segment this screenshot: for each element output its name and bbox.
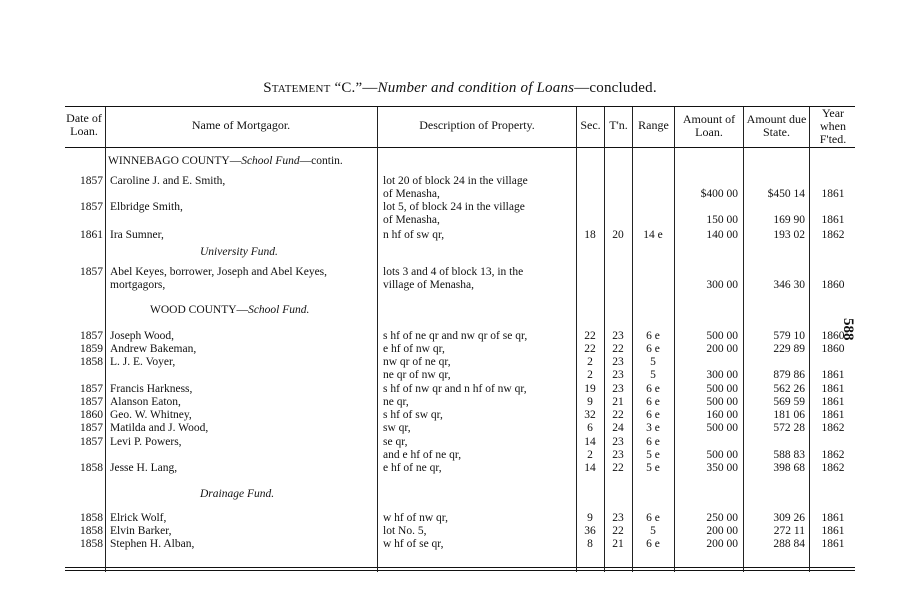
cell-date: 1857 bbox=[80, 330, 103, 342]
table-row bbox=[65, 266, 855, 279]
cell-date: 1857 bbox=[80, 175, 103, 187]
cell-amount: 300 00 bbox=[706, 369, 738, 381]
table-row bbox=[65, 356, 855, 369]
cell-name: Stephen H. Alban, bbox=[110, 538, 195, 550]
cell-due: 588 83 bbox=[773, 449, 805, 461]
cell-name: Ira Sumner, bbox=[110, 229, 164, 241]
cell-year: 1861 bbox=[821, 538, 845, 550]
table-row bbox=[65, 188, 855, 201]
header-range: Range bbox=[638, 118, 669, 132]
cell-desc: lot No. 5, bbox=[383, 525, 427, 537]
table-row bbox=[65, 462, 855, 475]
table-row bbox=[65, 214, 855, 227]
cell-name: Andrew Bakeman, bbox=[110, 343, 197, 355]
cell-year: 1861 bbox=[821, 383, 845, 395]
cell-year: 1861 bbox=[821, 369, 845, 381]
cell-tn: 23 bbox=[612, 449, 624, 461]
cell-sec: 32 bbox=[584, 409, 596, 421]
title-quote: “C.”— bbox=[334, 80, 378, 96]
cell-due: 193 02 bbox=[773, 229, 805, 241]
cell-range: 5 e bbox=[646, 462, 660, 474]
cell-range: 5 bbox=[650, 369, 656, 381]
cell-name: mortgagors, bbox=[110, 279, 166, 291]
cell-desc: ne qr of nw qr, bbox=[383, 369, 451, 381]
cell-due: 569 59 bbox=[773, 396, 805, 408]
cell-sec: 9 bbox=[587, 396, 593, 408]
cell-year: 1862 bbox=[821, 229, 845, 241]
cell-name: L. J. E. Voyer, bbox=[110, 356, 176, 368]
cell-name: Elrick Wolf, bbox=[110, 512, 167, 524]
table-row bbox=[65, 538, 855, 551]
header-due: Amount due State. bbox=[746, 112, 807, 139]
cell-desc: s hf of sw qr, bbox=[383, 409, 443, 421]
cell-sec: 22 bbox=[584, 330, 596, 342]
page-number: 588 bbox=[840, 318, 856, 341]
cell-name: Elbridge Smith, bbox=[110, 201, 183, 213]
cell-due: 288 84 bbox=[773, 538, 805, 550]
cell-range: 6 e bbox=[646, 343, 660, 355]
cell-range: 6 e bbox=[646, 330, 660, 342]
cell-sec: 36 bbox=[584, 525, 596, 537]
cell-sec: 8 bbox=[587, 538, 593, 550]
cell-amount: $400 00 bbox=[700, 188, 738, 200]
title-suffix: —concluded. bbox=[574, 80, 657, 96]
cell-tn: 22 bbox=[612, 343, 624, 355]
table-row bbox=[65, 175, 855, 188]
cell-tn: 22 bbox=[612, 525, 624, 537]
cell-due: 346 30 bbox=[773, 279, 805, 291]
cell-amount: 160 00 bbox=[706, 409, 738, 421]
cell-date: 1859 bbox=[80, 343, 103, 355]
cell-tn: 23 bbox=[612, 383, 624, 395]
header-amount: Amount of Loan. bbox=[682, 112, 736, 139]
cell-range: 6 e bbox=[646, 538, 660, 550]
page-title bbox=[0, 80, 920, 97]
cell-range: 5 bbox=[650, 356, 656, 368]
section-university: University Fund. bbox=[200, 246, 278, 258]
cell-desc: lot 5, of block 24 in the village bbox=[383, 201, 525, 213]
cell-desc: and e hf of ne qr, bbox=[383, 449, 462, 461]
header-year: Year when F'ted. bbox=[819, 106, 847, 146]
cell-year: 1861 bbox=[821, 512, 845, 524]
table-row bbox=[65, 383, 855, 396]
table-row bbox=[65, 330, 855, 343]
cell-due: $450 14 bbox=[767, 188, 805, 200]
cell-desc: of Menasha, bbox=[383, 214, 440, 226]
cell-desc: sw qr, bbox=[383, 422, 411, 434]
table-row bbox=[65, 422, 855, 435]
cell-date: 1858 bbox=[80, 538, 103, 550]
cell-date: 1857 bbox=[80, 422, 103, 434]
cell-tn: 23 bbox=[612, 330, 624, 342]
table-row bbox=[65, 409, 855, 422]
cell-due: 572 28 bbox=[773, 422, 805, 434]
cell-tn: 22 bbox=[612, 462, 624, 474]
table-row bbox=[65, 201, 855, 214]
header-desc: Description of Property. bbox=[419, 118, 535, 132]
cell-range: 6 e bbox=[646, 409, 660, 421]
cell-amount: 500 00 bbox=[706, 383, 738, 395]
cell-tn: 23 bbox=[612, 369, 624, 381]
cell-desc: e hf of nw qr, bbox=[383, 343, 445, 355]
cell-name: Elvin Barker, bbox=[110, 525, 172, 537]
table-row bbox=[65, 396, 855, 409]
cell-sec: 2 bbox=[587, 356, 593, 368]
section-wood: WOOD COUNTY—School Fund. bbox=[150, 304, 310, 316]
cell-year: 1860 bbox=[821, 343, 845, 355]
cell-name: Geo. W. Whitney, bbox=[110, 409, 192, 421]
cell-name: Matilda and J. Wood, bbox=[110, 422, 209, 434]
table-row bbox=[65, 369, 855, 382]
header-name: Name of Mortgagor. bbox=[191, 118, 291, 132]
cell-range: 5 e bbox=[646, 449, 660, 461]
cell-tn: 23 bbox=[612, 512, 624, 524]
cell-range: 5 bbox=[650, 525, 656, 537]
cell-amount: 500 00 bbox=[706, 422, 738, 434]
cell-range: 6 e bbox=[646, 383, 660, 395]
cell-name: Joseph Wood, bbox=[110, 330, 175, 342]
cell-sec: 9 bbox=[587, 512, 593, 524]
cell-tn: 21 bbox=[612, 396, 624, 408]
section-drainage: Drainage Fund. bbox=[200, 488, 275, 500]
cell-amount: 500 00 bbox=[706, 449, 738, 461]
cell-year: 1861 bbox=[821, 214, 845, 226]
cell-name: Abel Keyes, borrower, Joseph and Abel Keyes, bbox=[110, 266, 328, 278]
cell-name: Caroline J. and E. Smith, bbox=[110, 175, 226, 187]
cell-date: 1858 bbox=[80, 462, 103, 474]
cell-due: 181 06 bbox=[773, 409, 805, 421]
cell-date: 1858 bbox=[80, 512, 103, 524]
cell-date: 1857 bbox=[80, 383, 103, 395]
cell-desc: village of Menasha, bbox=[383, 279, 475, 291]
table-row bbox=[65, 229, 855, 242]
table-row bbox=[65, 279, 855, 292]
cell-tn: 21 bbox=[612, 538, 624, 550]
cell-desc: lots 3 and 4 of block 13, in the bbox=[383, 266, 524, 278]
cell-name: Francis Harkness, bbox=[110, 383, 193, 395]
header-sec: Sec. bbox=[580, 118, 601, 132]
cell-desc: w hf of nw qr, bbox=[383, 512, 449, 524]
cell-desc: lot 20 of block 24 in the village bbox=[383, 175, 528, 187]
cell-year: 1860 bbox=[821, 279, 845, 291]
cell-year: 1862 bbox=[821, 422, 845, 434]
cell-sec: 19 bbox=[584, 383, 596, 395]
cell-year: 1861 bbox=[821, 409, 845, 421]
title-prefix: Statement bbox=[263, 80, 331, 96]
cell-desc: w hf of se qr, bbox=[383, 538, 444, 550]
cell-sec: 2 bbox=[587, 369, 593, 381]
cell-desc: of Menasha, bbox=[383, 188, 440, 200]
cell-due: 229 89 bbox=[773, 343, 805, 355]
cell-amount: 200 00 bbox=[706, 525, 738, 537]
cell-tn: 22 bbox=[612, 409, 624, 421]
header-tn: T'n. bbox=[609, 118, 628, 132]
cell-date: 1860 bbox=[80, 409, 103, 421]
cell-desc: nw qr of ne qr, bbox=[383, 356, 451, 368]
cell-amount: 200 00 bbox=[706, 538, 738, 550]
cell-sec: 18 bbox=[584, 229, 596, 241]
cell-year: 1862 bbox=[821, 462, 845, 474]
cell-date: 1857 bbox=[80, 201, 103, 213]
cell-desc: ne qr, bbox=[383, 396, 409, 408]
cell-amount: 200 00 bbox=[706, 343, 738, 355]
cell-amount: 500 00 bbox=[706, 330, 738, 342]
cell-sec: 2 bbox=[587, 449, 593, 461]
cell-due: 879 86 bbox=[773, 369, 805, 381]
cell-desc: n hf of sw qr, bbox=[383, 229, 445, 241]
cell-amount: 300 00 bbox=[706, 279, 738, 291]
header-bottom-rule bbox=[65, 147, 855, 148]
cell-name: Levi P. Powers, bbox=[110, 436, 182, 448]
cell-year: 1860 bbox=[821, 330, 845, 342]
cell-date: 1857 bbox=[80, 396, 103, 408]
table-bottom-rule-2 bbox=[65, 570, 855, 571]
cell-sec: 22 bbox=[584, 343, 596, 355]
cell-date: 1857 bbox=[80, 266, 103, 278]
cell-amount: 250 00 bbox=[706, 512, 738, 524]
cell-tn: 24 bbox=[612, 422, 624, 434]
cell-year: 1862 bbox=[821, 449, 845, 461]
cell-year: 1861 bbox=[821, 396, 845, 408]
cell-due: 272 11 bbox=[773, 525, 805, 537]
section-winnebago: WINNEBAGO COUNTY—School Fund—contin. bbox=[108, 155, 343, 167]
cell-amount: 350 00 bbox=[706, 462, 738, 474]
cell-sec: 14 bbox=[584, 436, 596, 448]
cell-year: 1861 bbox=[821, 188, 845, 200]
cell-due: 398 68 bbox=[773, 462, 805, 474]
cell-due: 309 26 bbox=[773, 512, 805, 524]
table-row bbox=[65, 343, 855, 356]
cell-sec: 6 bbox=[587, 422, 593, 434]
table-bottom-rule bbox=[65, 567, 855, 568]
table-row bbox=[65, 436, 855, 449]
cell-tn: 20 bbox=[612, 229, 624, 241]
cell-name: Alanson Eaton, bbox=[110, 396, 181, 408]
cell-date: 1857 bbox=[80, 436, 103, 448]
table-row bbox=[65, 449, 855, 462]
cell-tn: 23 bbox=[612, 356, 624, 368]
cell-amount: 500 00 bbox=[706, 396, 738, 408]
cell-date: 1858 bbox=[80, 356, 103, 368]
cell-tn: 23 bbox=[612, 436, 624, 448]
cell-range: 6 e bbox=[646, 436, 660, 448]
cell-name: Jesse H. Lang, bbox=[110, 462, 178, 474]
table-row bbox=[65, 512, 855, 525]
cell-date: 1861 bbox=[80, 229, 103, 241]
cell-range: 14 e bbox=[643, 229, 663, 241]
cell-year: 1861 bbox=[821, 525, 845, 537]
cell-desc: s hf of ne qr and nw qr of se qr, bbox=[383, 330, 528, 342]
table-row bbox=[65, 525, 855, 538]
cell-amount: 150 00 bbox=[706, 214, 738, 226]
cell-desc: s hf of nw qr and n hf of nw qr, bbox=[383, 383, 527, 395]
cell-due: 562 26 bbox=[773, 383, 805, 395]
cell-desc: se qr, bbox=[383, 436, 408, 448]
cell-range: 3 e bbox=[646, 422, 660, 434]
cell-range: 6 e bbox=[646, 512, 660, 524]
cell-due: 579 10 bbox=[773, 330, 805, 342]
table-top-rule bbox=[65, 106, 855, 107]
cell-amount: 140 00 bbox=[706, 229, 738, 241]
header-date: Date of Loan. bbox=[66, 111, 102, 138]
title-italic: Number and condition of Loans bbox=[377, 80, 575, 96]
cell-range: 6 e bbox=[646, 396, 660, 408]
cell-sec: 14 bbox=[584, 462, 596, 474]
cell-due: 169 90 bbox=[773, 214, 805, 226]
cell-desc: e hf of ne qr, bbox=[383, 462, 442, 474]
cell-date: 1858 bbox=[80, 525, 103, 537]
